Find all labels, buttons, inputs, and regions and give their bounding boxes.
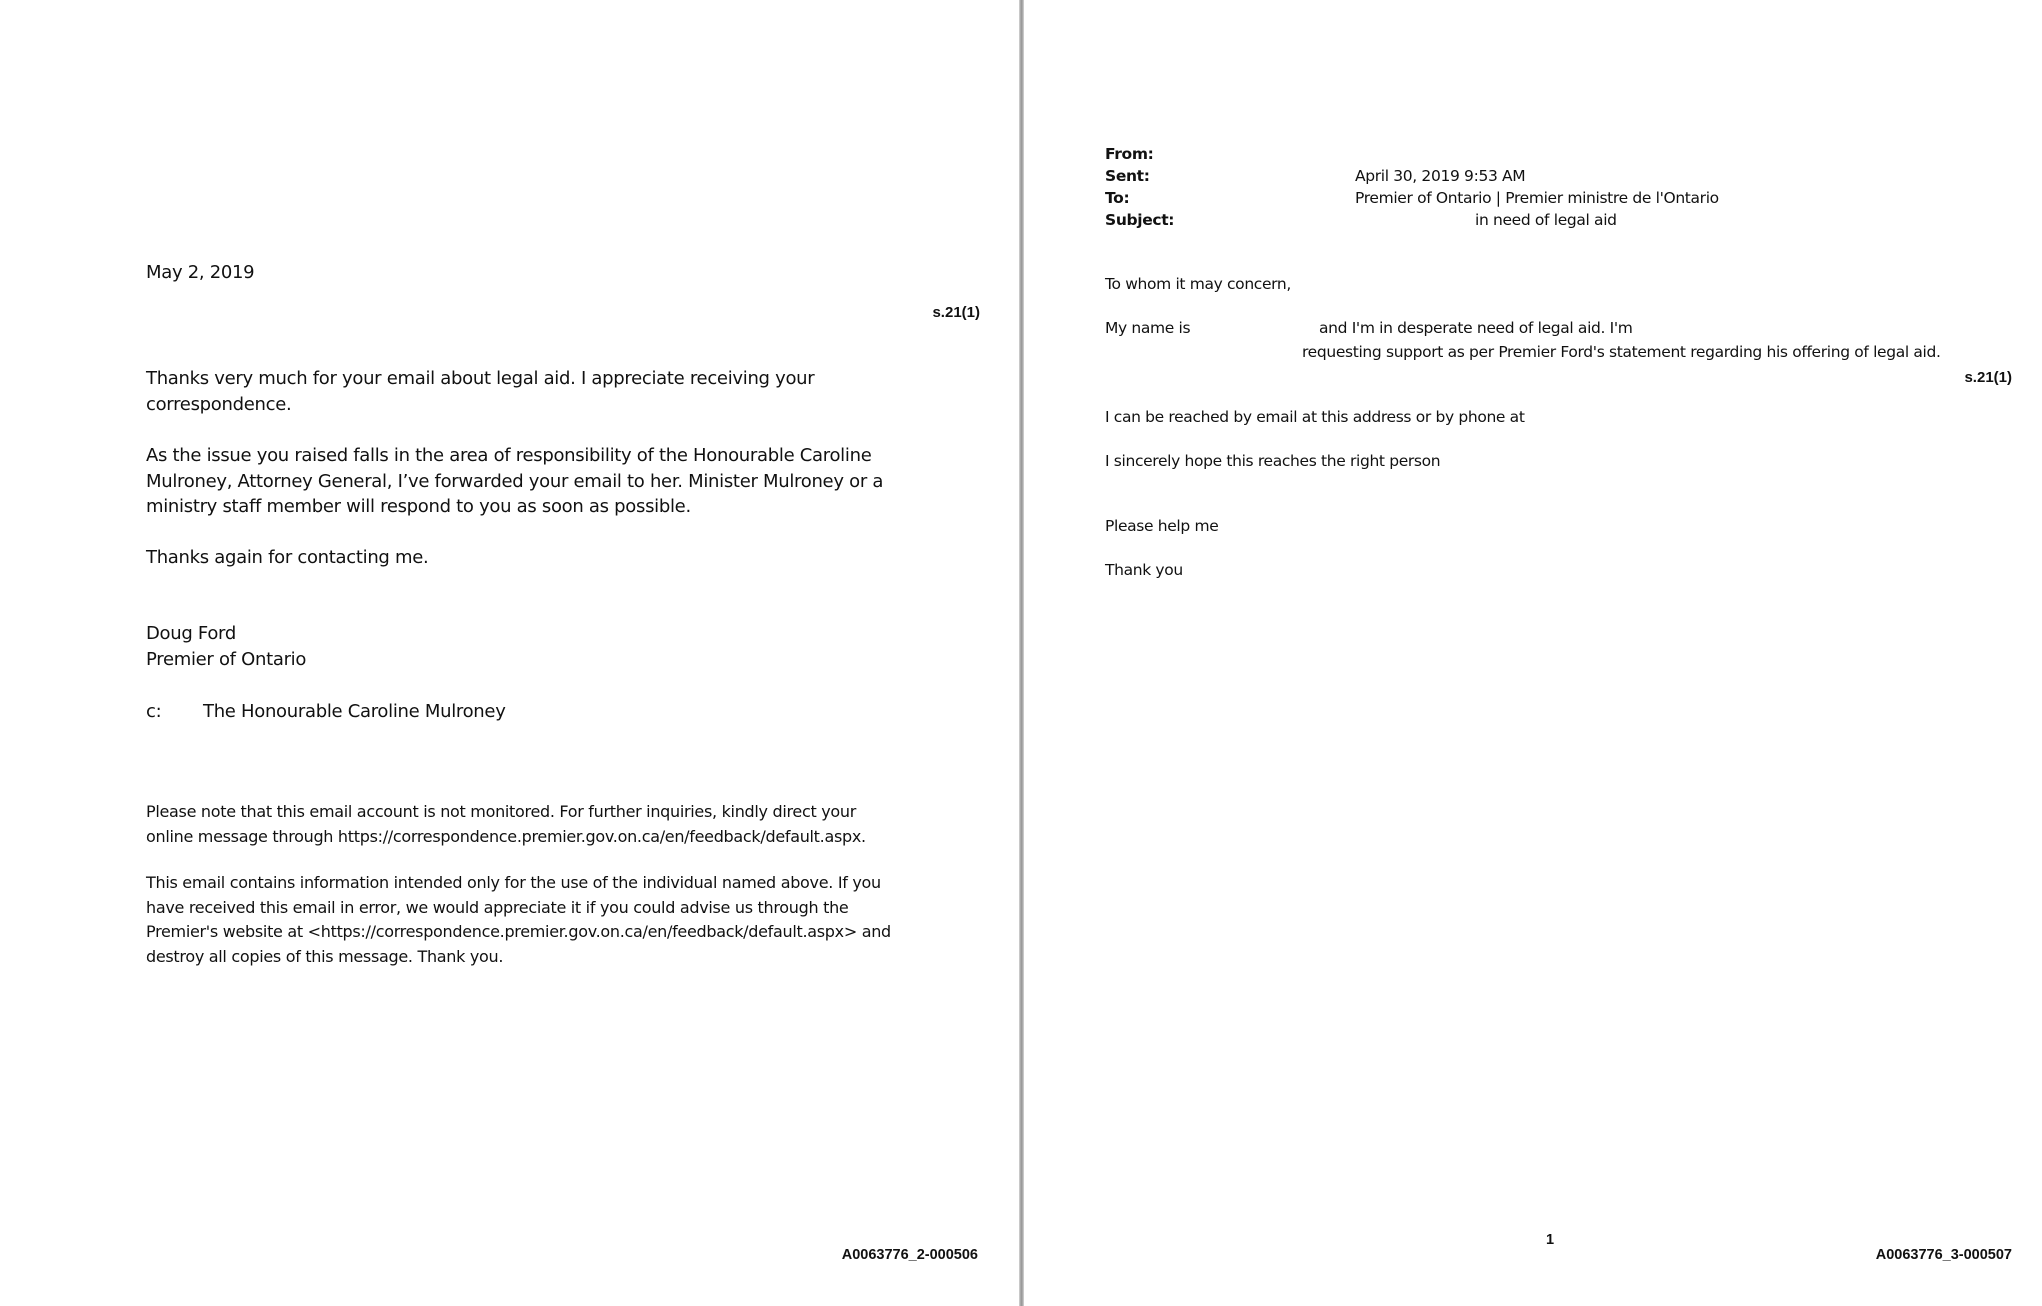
greeting: To whom it may concern, bbox=[1105, 275, 1291, 293]
letter-paragraph-3 bbox=[146, 545, 428, 571]
text-line: This email contains information intended only for the use of the individual named above. If you bbox=[146, 873, 881, 892]
subject-value: in need of legal aid bbox=[1475, 211, 1617, 229]
sent-label: Sent: bbox=[1105, 167, 1150, 185]
text-line: correspondence. bbox=[146, 393, 292, 415]
text-line: ministry staff member will respond to you as soon as possible. bbox=[146, 496, 691, 517]
from-label: From: bbox=[1105, 145, 1154, 163]
unmonitored-notice bbox=[146, 800, 866, 849]
text-line: Premier's website at <https://correspondence.premier.gov.on.ca/en/feedback/default.aspx> and bbox=[146, 922, 891, 941]
cc-recipient: The Honourable Caroline Mulroney bbox=[203, 701, 506, 722]
intro-prefix: My name is bbox=[1105, 319, 1191, 337]
to-label: To: bbox=[1105, 189, 1130, 207]
text-line: online message through https://correspondence.premier.gov.on.ca/en/feedback/default.aspx. bbox=[146, 826, 866, 846]
cc-label: c: bbox=[146, 701, 162, 722]
incoming-email-page bbox=[1024, 0, 2042, 1306]
letter-paragraph-1 bbox=[146, 366, 814, 417]
reply-letter-page bbox=[0, 0, 1019, 1306]
text-line: Thanks very much for your email about legal aid. I appreciate receiving your bbox=[146, 368, 815, 389]
signature-title: Premier of Ontario bbox=[146, 648, 307, 670]
text-line: Please note that this email account is not monitored. For further inquiries, kindly direct your bbox=[146, 802, 856, 821]
closing-line: Thank you bbox=[1105, 561, 1183, 579]
confidentiality-disclaimer bbox=[146, 871, 891, 969]
contact-line: I can be reached by email at this address or by phone at bbox=[1105, 408, 1525, 426]
intro-line-1: and I'm in desperate need of legal aid. I'm bbox=[1319, 319, 1633, 337]
to-value: Premier of Ontario | Premier ministre de l'Ontario bbox=[1355, 189, 1719, 207]
text-line: have received this email in error, we would appreciate it if you could advise us through the bbox=[146, 897, 849, 917]
page-number: 1 bbox=[1546, 1232, 1555, 1248]
hope-line: I sincerely hope this reaches the right person bbox=[1105, 452, 1441, 470]
signature-block bbox=[146, 621, 306, 672]
letter-paragraph-2 bbox=[146, 443, 883, 520]
text-line: Thanks again for contacting me. bbox=[146, 547, 429, 568]
letter-date: May 2, 2019 bbox=[146, 262, 255, 283]
intro-line-2: requesting support as per Premier Ford's statement regarding his offering of legal aid. bbox=[1302, 343, 1941, 361]
subject-label: Subject: bbox=[1105, 211, 1175, 229]
text-line: destroy all copies of this message. Thank you. bbox=[146, 946, 504, 966]
document-id: A0063776_2-000506 bbox=[841, 1247, 978, 1263]
redaction-stamp: s.21(1) bbox=[932, 304, 980, 321]
sent-value: April 30, 2019 9:53 AM bbox=[1355, 167, 1526, 185]
text-line: Mulroney, Attorney General, I’ve forwarded your email to her. Minister Mulroney or a bbox=[146, 470, 884, 492]
text-line: As the issue you raised falls in the area of responsibility of the Honourable Caroline bbox=[146, 445, 872, 466]
document-id: A0063776_3-000507 bbox=[1875, 1247, 2012, 1263]
plea-line: Please help me bbox=[1105, 517, 1219, 535]
signature-name: Doug Ford bbox=[146, 623, 236, 644]
redaction-stamp: s.21(1) bbox=[1964, 369, 2012, 386]
